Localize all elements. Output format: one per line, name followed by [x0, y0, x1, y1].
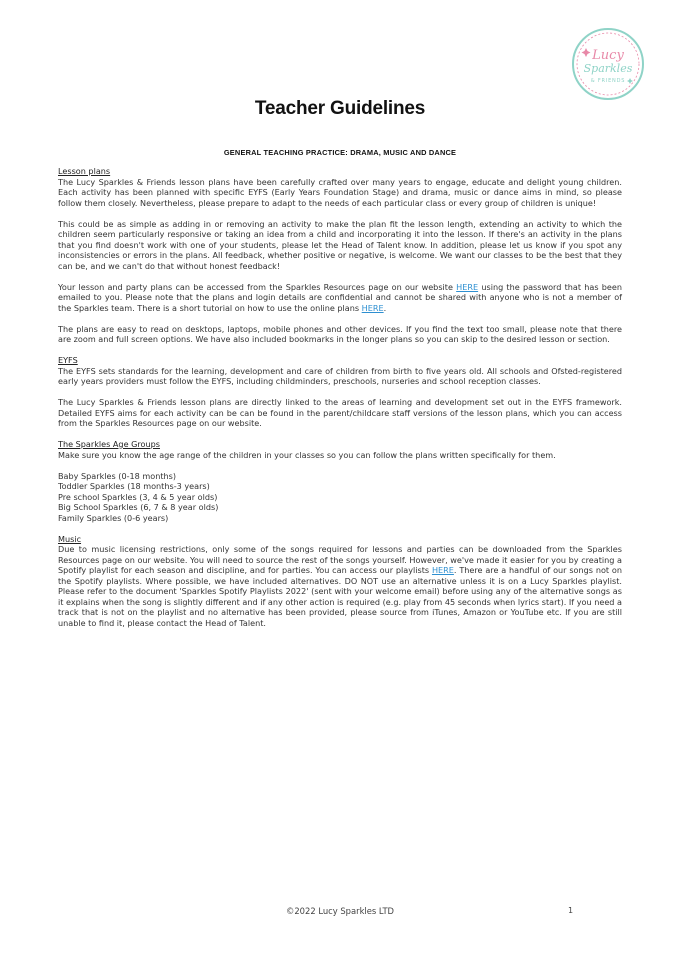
page-number: 1	[568, 906, 574, 915]
document-body	[58, 166, 622, 628]
logo-line3: & FRIENDS	[590, 78, 626, 84]
page-title: Teacher Guidelines	[254, 98, 426, 119]
section-heading: The Sparkles Age Groups	[58, 439, 160, 449]
tutorial-link[interactable]: HERE	[361, 302, 384, 313]
list-item: Toddler Sparkles (18 months-3 years)	[58, 481, 210, 491]
section-age-groups	[58, 439, 622, 523]
list-item: Baby Sparkles (0-18 months)	[58, 470, 177, 481]
page-subtitle: GENERAL TEACHING PRACTICE: DRAMA, MUSIC AND DANCE	[223, 148, 457, 157]
text-run: Your lesson and party plans can be accessed from the Sparkles Resources page on our website	[58, 281, 457, 292]
paragraph: Make sure you know the age range of the children in your classes so you can follow the plans written specifically for them.	[58, 449, 556, 460]
section-heading: EYFS	[58, 355, 78, 365]
paragraph: The Lucy Sparkles & Friends lesson plans are directly linked to the areas of learning and development set out in the EYFS framework. Detailed EYFS aims for each activity can be can be found in the parent/childcare staff versions of the lesson plans, which you can access from the Sparkles Resources page on our website.	[58, 397, 622, 428]
age-group-list	[58, 471, 622, 524]
paragraph	[58, 544, 622, 628]
list-item: Big School Sparkles (6, 7 & 8 year olds)	[58, 502, 219, 512]
logo-line2: Sparkles	[583, 62, 633, 75]
footer-copyright: ©2022 Lucy Sparkles LTD	[285, 906, 395, 916]
section-eyfs	[58, 355, 622, 429]
list-item: Pre school Sparkles (3, 4 & 5 year olds)	[58, 491, 218, 502]
text-run: .	[383, 302, 387, 313]
logo-line1: Lucy	[592, 48, 624, 63]
paragraph: The EYFS sets standards for the learning, development and care of children from birth to five years old. All schools and Ofsted-registered early years providers must follow the EYFS, including childminders, preschools, nurseries and school reception classes.	[58, 365, 622, 386]
paragraph	[58, 282, 622, 314]
text-run: using the password that has been emailed to you. Please note that the plans and login details are confidential and cannot be shared with anyone who is not a member of the Sparkles team. There is a short tutorial on how to use the online plans	[58, 281, 623, 313]
paragraph: This could be as simple as adding in or removing an activity to make the plan fit the lesson length, extending an activity to which the children seem particularly responsive or taking an idea from a child and incorporating it into the lesson. If there's an activity in the plans that you find doesn't work with one of your students, please let the Head of Talent know. In addition, please let us know if you spot any inconsistencies or errors in the plans. All feedback, whether positive or negative, is welcome. We want our classes to be the best that they can be, and we can't do that without honest feedback!	[58, 218, 622, 271]
text-run: . There are a handful of our songs not on the Spotify playlists. Where possible, we have included alternatives. DO NOT use an alternative unless it is on a Lucy Sparkles playlist. Please refer to the document 'Sparkles Spotify Playlists 2022' (sent with your welcome email) before using any of the alternative songs as it explains when the song is slightly different and if any other action is required (e.g. play from 45 seconds when lyrics start). If you need a track that is not on the playlist and no alternative has been provided, please source from iTunes, Amazon or YouTube etc. If you are still unable to find it, please contact the Head of Talent.	[58, 565, 622, 628]
text-run: Due to music licensing restrictions, only some of the songs required for lessons and parties can be downloaded from the Sparkles Resources page on our website. You will need to source the rest of the songs yourself. However, we've made it easier for you by creating a Spotify playlist for each season and discipline, and for parties. You can access our playlists	[58, 544, 622, 575]
lucy-sparkles-logo	[570, 26, 646, 102]
list-item: Family Sparkles (0-6 years)	[58, 512, 169, 523]
playlists-link[interactable]: HERE	[431, 565, 454, 575]
section-heading: Lesson plans	[58, 166, 111, 176]
section-lesson-plans	[58, 166, 622, 345]
paragraph: The Lucy Sparkles & Friends lesson plans have been carefully crafted over many years to engage, educate and delight young children. Each activity has been planned with specific EYFS (Early Years Foundation Stage) and drama, music or dance aims in mind, so please follow them closely. Nevertheless, please prepare to adapt to the needs of each particular class or every group of children is unique!	[58, 176, 622, 208]
section-music	[58, 534, 622, 629]
paragraph: The plans are easy to read on desktops, laptops, mobile phones and other devices. If you find the text too small, please note that there are zoom and full screen options. We have also included bookmarks in the longer plans so you can skip to the desired lesson or section.	[58, 323, 622, 344]
resources-link[interactable]: HERE	[456, 281, 479, 292]
sparkle-icon	[582, 48, 591, 57]
section-heading: Music	[58, 533, 82, 544]
